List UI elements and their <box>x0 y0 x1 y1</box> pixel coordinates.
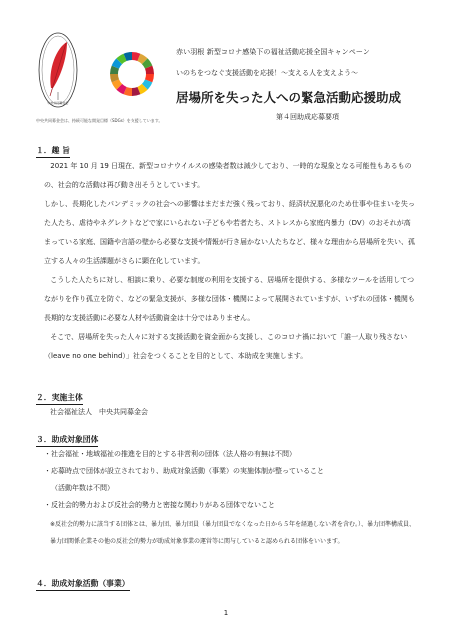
round-label: 第４回助成応募要項 <box>276 113 339 121</box>
section-3-bullet-2: ・応募時点で団体が設立されており、助成対象活動（事業）の実施体制が整っていること <box>44 467 324 475</box>
section-1-paragraph-3: こうした人たちに対し、相談に乗り、必要な制度の利用を支援する、居場所を提供する、多様なツールを活用してつながりを作り孤立を防ぐ、などの緊急支援が、多様な団体・機関によって展開されていますが、いずれの団体・機関も長期的な支援活動に必要な人材や活動資金は十分ではありません。 <box>44 276 415 322</box>
section-1-heading: １．趣 旨 <box>36 145 70 158</box>
section-3-bullet-3: ・反社会的勢力および反社会的勢力と密接な関わりがある団体でないこと <box>44 501 275 509</box>
section-2-heading: ２．実施主体 <box>36 392 83 405</box>
section-3-note: ※反社会的勢力に該当する団体とは、暴力団、暴力団員（暴力団員でなくなった日から５年を経過しない者を含む。）、暴力団準構成員、暴力団関係企業その他の反社会的勢力が助成対象事業の運営等に関与していると認められる団体をいいます。 <box>50 521 416 545</box>
section-2-body: 社会福祉法人 中央共同募金会 <box>50 408 148 416</box>
red-feather-logo-icon <box>36 30 80 116</box>
campaign-line: 赤い羽根 新型コロナ感染下の福祉活動応援全国キャンペーン <box>176 48 370 56</box>
section-3-bullet-1: ・社会福祉・地域福祉の推進を目的とする非営利の団体（法人格の有無は不問） <box>44 450 296 458</box>
sdgs-wheel-logo-icon <box>108 50 156 98</box>
section-1-paragraph-2: しかし、長期化したパンデミックの社会への影響はまだまだ強く残っており、経済状況悪化のため仕事や住まいを失った人たち、虐待やネグレクトなどで家にいられない子どもや若者たち、ストレスから家庭内暴力（DV）のおそれが高まっている家庭、国籍や言語の壁から必要な支援や情報が行き届かない人たちなど、様々な理由から居場所を失い、孤立する人々の生活課題がさらに顕在化しています。 <box>44 200 415 265</box>
document-title: 居場所を失った人への緊急活動応援助成 <box>176 90 402 105</box>
section-3-heading: ３．助成対象団体 <box>36 434 98 447</box>
section-3-bullet-2-sub: （活動年数は不問） <box>51 484 114 492</box>
section-1-paragraph-4: そこで、居場所を失った人々に対する支援活動を資金面から支援し、このコロナ禍において「誰一人取り残さない（leave no one behind）」社会をつくることを目的として、本助成を実施します。 <box>44 333 408 360</box>
section-3-bullets <box>44 446 416 514</box>
slogan-line: いのちをつなぐ支援活動を応援！～支える人を支えよう～ <box>176 69 358 77</box>
section-1-paragraph-1: 2021 年 10 月 19 日現在、新型コロナウイルスの感染者数は減少しており、一時的な現象となる可能性もあるものの、社会的な活動は再び動き出そうとしています。 <box>44 162 412 189</box>
section-4-heading: ４．助成対象活動（事業） <box>36 578 130 591</box>
sdgs-support-note: 中央共同募金会は、持続可能な開発目標（SDGs）を支援しています。 <box>36 118 163 123</box>
page-number: 1 <box>223 609 229 617</box>
svg-text:中央共同募金会: 中央共同募金会 <box>47 101 69 105</box>
section-1-body <box>44 157 416 366</box>
